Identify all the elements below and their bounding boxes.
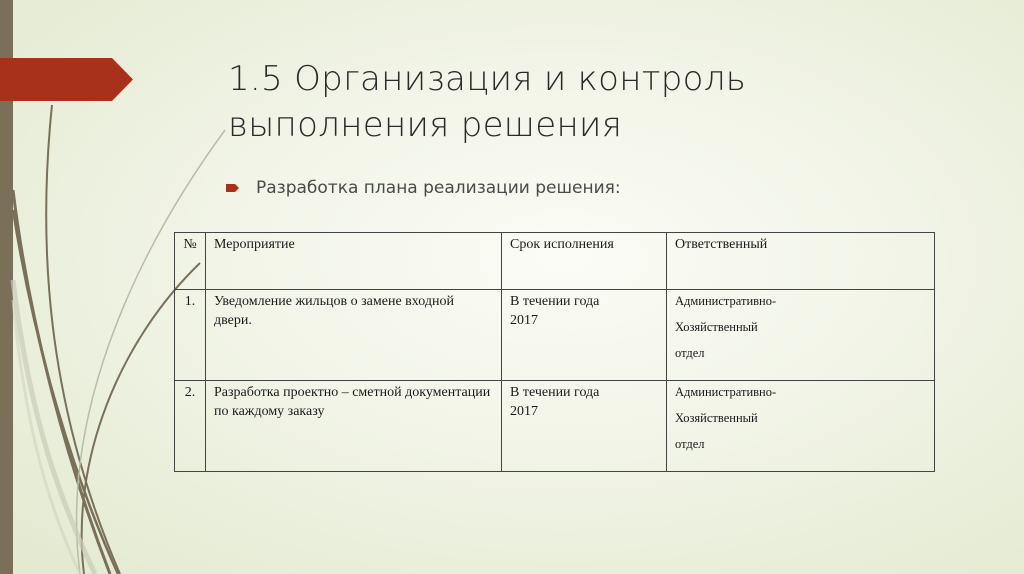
table-header-row (175, 233, 935, 290)
arrow-bullet-icon (226, 184, 239, 192)
responsible-line: отдел (675, 346, 705, 360)
implementation-plan-table (174, 232, 935, 472)
responsible-line: отдел (675, 437, 705, 451)
deadline-year: 2017 (510, 313, 538, 328)
bullet-text: Разработка плана реализации решения: (256, 178, 621, 198)
row-number: 2. (175, 381, 206, 472)
responsible-line: Хозяйственный (675, 411, 758, 425)
header-number: № (175, 233, 206, 290)
row-responsible (667, 290, 935, 381)
row-number: 1. (175, 290, 206, 381)
deadline-text: В течении года (510, 294, 600, 309)
header-deadline: Срок исполнения (502, 233, 667, 290)
row-responsible (667, 381, 935, 472)
header-responsible: Ответственный (667, 233, 935, 290)
deadline-text: В течении года (510, 385, 600, 400)
title-line-2: выполнения решения (228, 105, 623, 145)
table-row (175, 381, 935, 472)
slide-title (228, 56, 868, 148)
responsible-line: Административно- (675, 294, 777, 308)
table-row (175, 290, 935, 381)
row-deadline (502, 290, 667, 381)
header-activity: Мероприятие (206, 233, 502, 290)
responsible-line: Административно- (675, 385, 777, 399)
row-activity: Разработка проектно – сметной документации по каждому заказу (206, 381, 502, 472)
title-line-1: 1.5 Организация и контроль (228, 59, 747, 99)
deadline-year: 2017 (510, 404, 538, 419)
row-activity: Уведомление жильцов о замене входной двери. (206, 290, 502, 381)
responsible-line: Хозяйственный (675, 320, 758, 334)
bullet-item (226, 178, 621, 198)
row-deadline (502, 381, 667, 472)
title-accent-banner (0, 58, 133, 101)
